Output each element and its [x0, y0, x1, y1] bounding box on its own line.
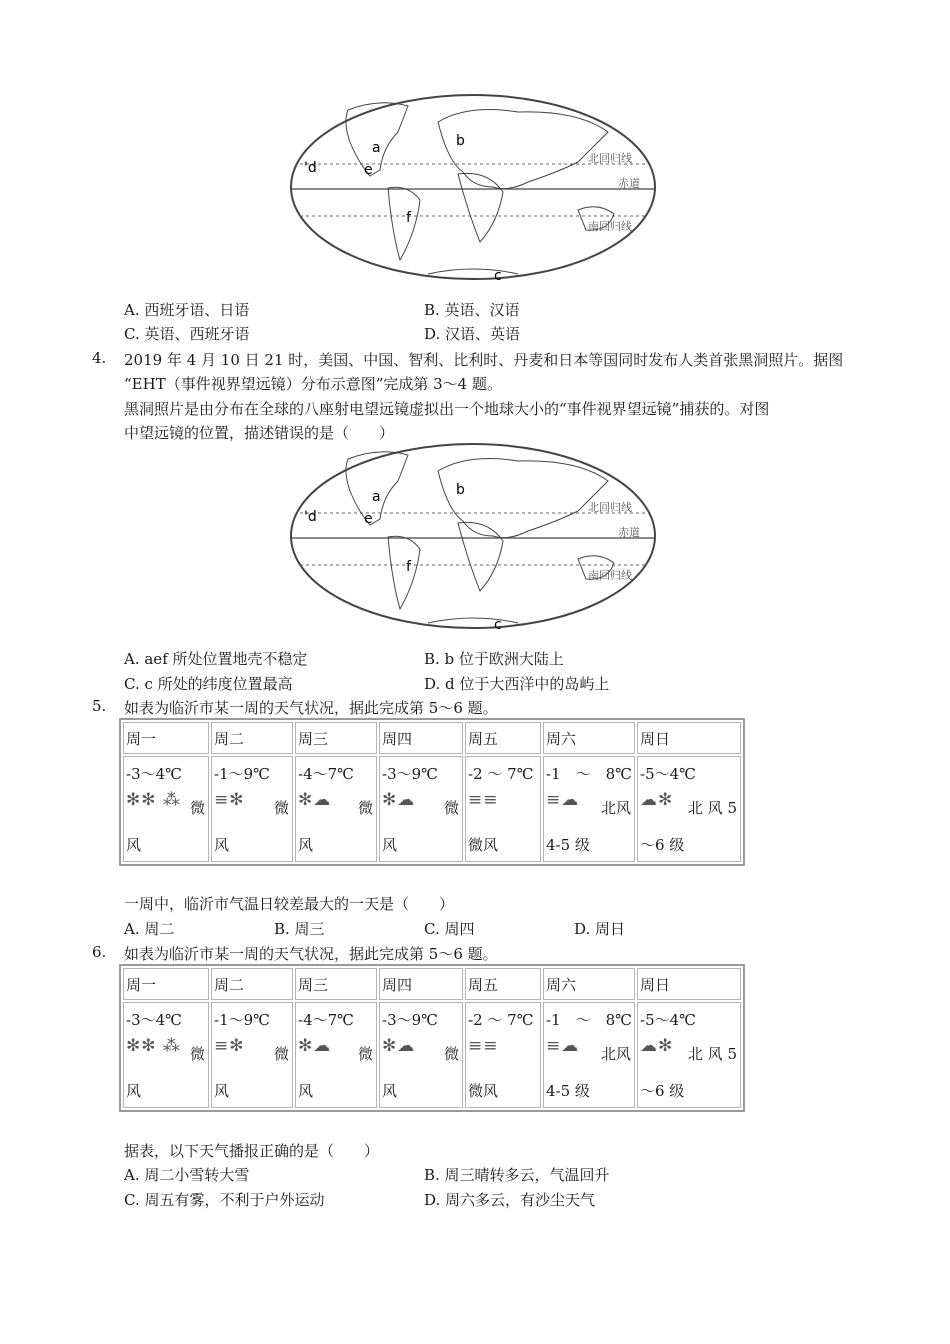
map2-label-c: c — [494, 617, 502, 631]
wind-a: 微 — [357, 1045, 373, 1063]
temp-range: -1 ～ 8℃ — [546, 1011, 632, 1029]
q5-option-d: D. 周日 — [574, 920, 626, 938]
q6-option-a: A. 周二小雪转大雪 — [124, 1166, 250, 1184]
weather-cell — [543, 756, 635, 862]
q5-option-a: A. 周二 — [124, 920, 175, 938]
map-label-e: e — [364, 162, 373, 178]
fog-snow-icon: ≡✻ — [214, 1036, 245, 1056]
weather-cell — [637, 1002, 741, 1108]
wind-b: 4-5 级 — [546, 836, 590, 854]
wind-b: 风 — [214, 1082, 230, 1100]
temp-range: -2 ～ 7℃ — [468, 1011, 534, 1029]
q5-option-b: B. 周三 — [274, 920, 325, 938]
weather-cell — [123, 756, 209, 862]
wind-a: 微 — [273, 799, 289, 817]
weather-cell — [379, 756, 463, 862]
wind-b: 风 — [382, 1082, 398, 1100]
q5-intro: 如表为临沂市某一周的天气状况，据此完成第 5～6 题。 — [124, 699, 498, 717]
day-header: 周一 — [123, 968, 209, 1000]
temp-range: -4～7℃ — [298, 1011, 354, 1029]
weather-cell — [637, 756, 741, 862]
map2-label-a: a — [372, 489, 381, 505]
snow-cloudy-icon: ✻☁ — [382, 790, 416, 810]
map2-label-d: 'd — [304, 509, 317, 525]
wind-a: 微 — [443, 1045, 459, 1063]
wind-b: 风 — [298, 1082, 314, 1100]
wind-a: 北风 — [600, 1045, 631, 1063]
wind-a: 微 — [189, 1045, 205, 1063]
map-label-f: f — [406, 210, 411, 226]
weather-cell — [123, 1002, 209, 1108]
day-header: 周三 — [295, 722, 377, 754]
weather-table-1 — [119, 718, 745, 866]
day-header: 周六 — [543, 968, 635, 1000]
temp-range: -4～7℃ — [298, 765, 354, 783]
wind-b: 微风 — [468, 1082, 499, 1100]
temp-range: -1～9℃ — [214, 1011, 270, 1029]
tropic-north-label-2: 北回归线 — [588, 501, 632, 514]
q6-question: 据表，以下天气播报正确的是（ ） — [124, 1142, 380, 1160]
wind-a: 北 风 5 — [687, 799, 737, 817]
day-header: 周三 — [295, 968, 377, 1000]
q4-option-b: B. b 位于欧洲大陆上 — [424, 650, 564, 668]
day-header: 周二 — [211, 968, 293, 1000]
temp-range: -1～9℃ — [214, 765, 270, 783]
temp-range: -3～4℃ — [126, 1011, 182, 1029]
wind-a: 微 — [443, 799, 459, 817]
day-header: 周五 — [465, 968, 541, 1000]
wind-a: 北 风 5 — [687, 1045, 737, 1063]
wind-b: 4-5 级 — [546, 1082, 590, 1100]
temp-range: -3～4℃ — [126, 765, 182, 783]
snow-cloudy-icon: ✻☁ — [382, 1036, 416, 1056]
q6-option-b: B. 周三晴转多云，气温回升 — [424, 1166, 610, 1184]
snow-snow-icon: ✻✻ ⁂ — [126, 1036, 181, 1056]
q4-option-a: A. aef 所处位置地壳不稳定 — [124, 650, 308, 668]
day-header: 周一 — [123, 722, 209, 754]
weather-cell — [295, 756, 377, 862]
temp-range: -1 ～ 8℃ — [546, 765, 632, 783]
fog-snow-icon: ≡✻ — [214, 790, 245, 810]
temp-range: -3～9℃ — [382, 1011, 438, 1029]
fog-cloudy-icon: ≡☁ — [546, 790, 580, 810]
map-label-d: 'd — [304, 160, 317, 176]
map-label-c: c — [494, 268, 502, 282]
wind-a: 微 — [189, 799, 205, 817]
q5-number: 5. — [92, 697, 107, 715]
q3-option-d: D. 汉语、英语 — [424, 325, 521, 343]
fog-fog-icon: ≡≡ — [468, 1036, 499, 1056]
cloudy-snow-icon: ☁✻ — [640, 790, 674, 810]
q6-number: 6. — [92, 943, 107, 961]
weather-cell — [465, 756, 541, 862]
q3-option-c: C. 英语、西班牙语 — [124, 325, 250, 343]
q4-number: 4. — [92, 349, 107, 367]
day-header: 周二 — [211, 722, 293, 754]
wind-b: 风 — [298, 836, 314, 854]
equator-label-2: 赤道 — [618, 526, 640, 539]
equator-label: 赤道 — [618, 177, 640, 190]
q5-question: 一周中，临沂市气温日较差最大的一天是（ ） — [124, 895, 455, 913]
q4-line-3: 黑洞照片是由分布在全球的八座射电望远镜虚拟出一个地球大小的“事件视界望远镜”捕获的。对图 — [124, 400, 770, 418]
wind-b: 风 — [382, 836, 398, 854]
wind-b: 风 — [214, 836, 230, 854]
q4-line-4: 中望远镜的位置，描述错误的是（ ） — [124, 424, 395, 442]
temp-range: -3～9℃ — [382, 765, 438, 783]
wind-a: 北风 — [600, 799, 631, 817]
q4-option-d: D. d 位于大西洋中的岛屿上 — [424, 675, 610, 693]
wind-b: 风 — [126, 836, 142, 854]
temp-range: -5～4℃ — [640, 1011, 696, 1029]
day-header: 周六 — [543, 722, 635, 754]
wind-b: ～6 级 — [640, 836, 685, 854]
fog-fog-icon: ≡≡ — [468, 790, 499, 810]
day-header: 周日 — [637, 722, 741, 754]
wind-b: ～6 级 — [640, 1082, 685, 1100]
temp-range: -2 ～ 7℃ — [468, 765, 534, 783]
world-map-svg-2 — [288, 441, 658, 631]
q6-option-c: C. 周五有雾，不利于户外运动 — [124, 1191, 325, 1209]
q4-line-1: 2019 年 4 月 10 日 21 时，美国、中国、智利、比利时、丹麦和日本等国同时发布人类首张黑洞照片。据图 — [124, 351, 844, 369]
wind-a: 微 — [273, 1045, 289, 1063]
tropic-south-label-2: 南回归线 — [588, 569, 632, 582]
map2-label-e: e — [364, 511, 373, 527]
tropic-north-label: 北回归线 — [588, 152, 632, 165]
day-header: 周日 — [637, 968, 741, 1000]
weather-cell — [295, 1002, 377, 1108]
map2-label-f: f — [406, 559, 411, 575]
q6-intro: 如表为临沂市某一周的天气状况，据此完成第 5～6 题。 — [124, 945, 498, 963]
fog-cloudy-icon: ≡☁ — [546, 1036, 580, 1056]
weather-cell — [543, 1002, 635, 1108]
day-header: 周四 — [379, 722, 463, 754]
snow-cloudy-icon: ✻☁ — [298, 790, 332, 810]
snow-cloudy-icon: ✻☁ — [298, 1036, 332, 1056]
q3-option-a: A. 西班牙语、日语 — [124, 301, 250, 319]
weather-cell — [379, 1002, 463, 1108]
day-header: 周四 — [379, 968, 463, 1000]
snow-snow-icon: ✻✻ ⁂ — [126, 790, 181, 810]
q3-option-b: B. 英语、汉语 — [424, 301, 520, 319]
world-map-1 — [288, 92, 658, 282]
map-label-b: b — [456, 133, 465, 149]
weather-cell — [465, 1002, 541, 1108]
world-map-svg — [288, 92, 658, 282]
world-map-2 — [288, 441, 658, 631]
cloudy-snow-icon: ☁✻ — [640, 1036, 674, 1056]
q6-option-d: D. 周六多云，有沙尘天气 — [424, 1191, 596, 1209]
weather-cell — [211, 756, 293, 862]
day-header: 周五 — [465, 722, 541, 754]
weather-cell — [211, 1002, 293, 1108]
tropic-south-label: 南回归线 — [588, 220, 632, 233]
map2-label-b: b — [456, 482, 465, 498]
map-label-a: a — [372, 140, 381, 156]
wind-b: 微风 — [468, 836, 499, 854]
temp-range: -5～4℃ — [640, 765, 696, 783]
q4-option-c: C. c 所处的纬度位置最高 — [124, 675, 293, 693]
q4-line-2: “EHT（事件视界望远镜）分布示意图”完成第 3～4 题。 — [124, 375, 502, 393]
weather-table-2 — [119, 964, 745, 1112]
wind-b: 风 — [126, 1082, 142, 1100]
q5-option-c: C. 周四 — [424, 920, 475, 938]
wind-a: 微 — [357, 799, 373, 817]
